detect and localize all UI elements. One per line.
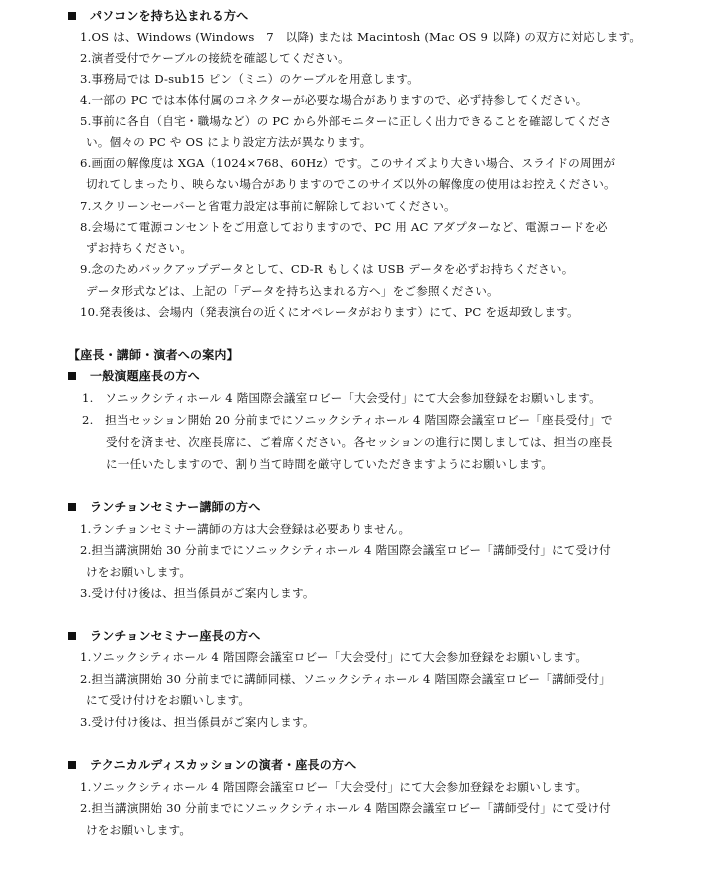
- section-heading: ランチョンセミナー座長の方へ: [68, 626, 260, 646]
- list-item: 1.ソニックシティホール 4 階国際会議室ロビー「大会受付」にて大会参加登録をお願いします。: [80, 650, 588, 664]
- list-item: 1. ソニックシティホール 4 階国際会議室ロビー「大会受付」にて大会参加登録をお願いします。: [82, 391, 601, 405]
- section-heading: 一般演題座長の方へ: [68, 366, 200, 386]
- list-item-continuation: 切れてしまったり、映らない場合がありますのでこのサイズ以外の解像度の使用はお控えください。: [86, 177, 616, 191]
- list-item-continuation: けをお願いします。: [86, 823, 192, 837]
- square-bullet-icon: [68, 372, 76, 380]
- list-item-continuation: い。個々の PC や OS により設定方法が異なります。: [86, 135, 372, 149]
- list-item: 1.ソニックシティホール 4 階国際会議室ロビー「大会受付」にて大会参加登録をお願いします。: [80, 780, 588, 794]
- list-item: 4.一部の PC では本体付属のコネクターが必要な場合がありますので、必ず持参してください。: [80, 93, 588, 107]
- list-item: 3.受け付け後は、担当係員がご案内します。: [80, 586, 315, 600]
- list-item: 7.スクリーンセーバーと省電力設定は事前に解除しておいてください。: [80, 199, 456, 213]
- list-item-continuation: ずお持ちください。: [86, 241, 193, 255]
- list-item: 2.担当講演開始 30 分前までにソニックシティホール 4 階国際会議室ロビー「講師受付」にて受け付: [80, 543, 611, 557]
- square-bullet-icon: [68, 12, 76, 20]
- square-bullet-icon: [68, 761, 76, 769]
- list-item-continuation: にて受け付けをお願いします。: [86, 693, 251, 707]
- list-item: 2. 担当セッション開始 20 分前までにソニックシティホール 4 階国際会議室ロビー「座長受付」で: [82, 413, 613, 427]
- section-heading: テクニカルディスカッションの演者・座長の方へ: [68, 755, 356, 775]
- list-item-continuation: けをお願いします。: [86, 565, 192, 579]
- section-title: 【座長・講師・演者への案内】: [68, 348, 239, 362]
- list-item: 6.画面の解像度は XGA（1024×768、60Hz）です。このサイズより大きい場合、スライドの周囲が: [80, 156, 616, 170]
- list-item: 1.OS は、Windows (Windows 7 以降) または Macintosh (Mac OS 9 以降) の双方に対応します。: [80, 30, 642, 44]
- list-item: 10.発表後は、会場内（発表演台の近くにオペレータがおります）にて、PC を返却致します。: [80, 305, 579, 319]
- list-item: 1.ランチョンセミナー講師の方は大会登録は必要ありません。: [80, 522, 411, 536]
- list-item: 8.会場にて電源コンセントをご用意しておりますので、PC 用 AC アダプターなど、電源コードを必: [80, 220, 608, 234]
- section-heading: ランチョンセミナー講師の方へ: [68, 497, 260, 517]
- list-item: 2.演者受付でケーブルの接続を確認してください。: [80, 51, 350, 65]
- list-item: 2.担当講演開始 30 分前までにソニックシティホール 4 階国際会議室ロビー「講師受付」にて受け付: [80, 801, 611, 815]
- list-item: 3.事務局では D-sub15 ピン（ミニ）のケーブルを用意します。: [80, 72, 419, 86]
- list-item-continuation: に一任いたしますので、割り当て時間を厳守していただきますようにお願いします。: [106, 457, 554, 471]
- section-heading: パソコンを持ち込まれる方へ: [68, 6, 248, 26]
- list-item: 9.念のためバックアップデータとして、CD-R もしくは USB データを必ずお持ちください。: [80, 262, 574, 276]
- square-bullet-icon: [68, 503, 76, 511]
- list-item: 5.事前に各自（自宅・職場など）の PC から外部モニターに正しく出力できることを確認してくださ: [80, 114, 612, 128]
- list-item-continuation: 受付を済ませ、次座長席に、ご着席ください。各セッションの進行に関しましては、担当の座長: [106, 435, 613, 449]
- list-item-continuation: データ形式などは、上記の「データを持ち込まれる方へ」をご参照ください。: [86, 284, 499, 298]
- square-bullet-icon: [68, 632, 76, 640]
- list-item: 3.受け付け後は、担当係員がご案内します。: [80, 715, 315, 729]
- list-item: 2.担当講演開始 30 分前までに講師同様、ソニックシティホール 4 階国際会議室ロビー「講師受付」: [80, 672, 611, 686]
